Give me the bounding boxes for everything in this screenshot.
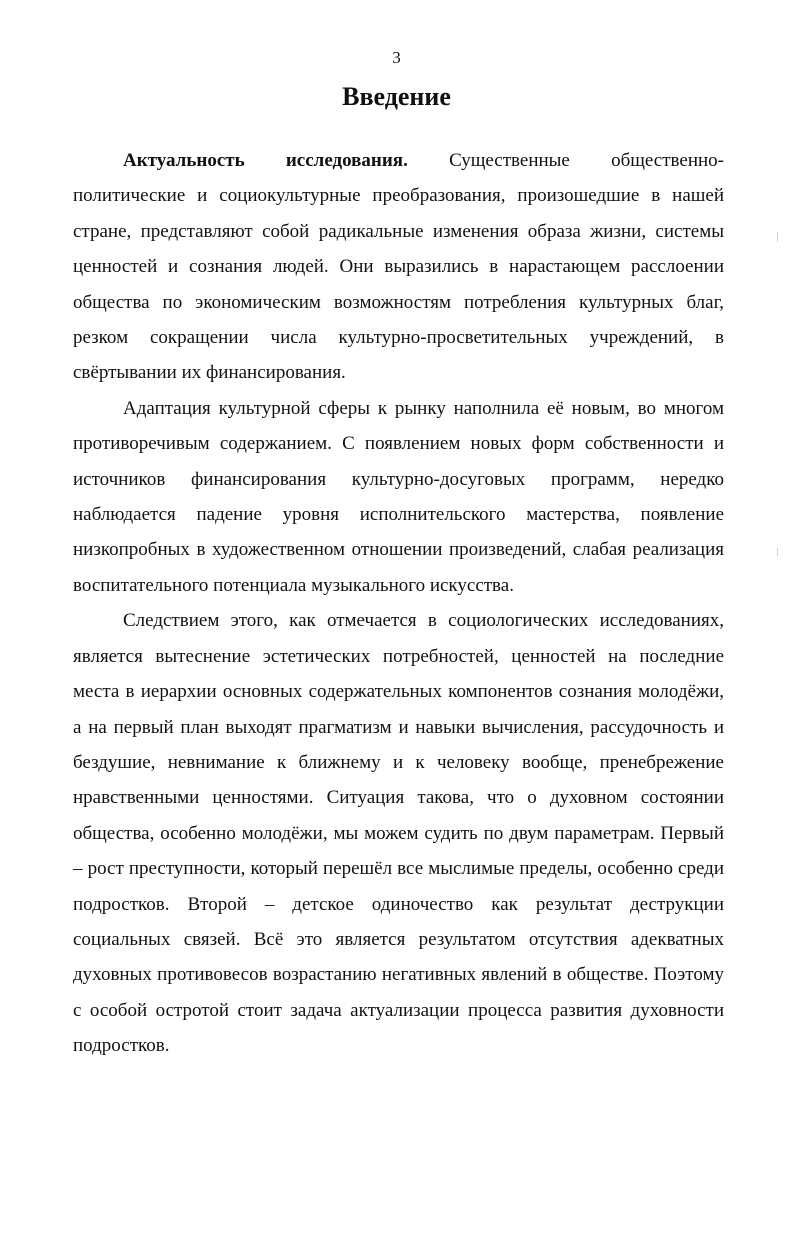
paragraph-lead: Актуальность исследования.	[123, 150, 408, 171]
paragraph-adaptation: Адаптация культурной сферы к рынку наполнила её новым, во многом противоречивым содержанием. С появлением новых форм собственности и источников финансирования культурно-досуговых программ, нередко наблюдается падение уровня исполнительского мастерства, появление низкопробных в художественном отношении произведений, слабая реализация воспитательного потенциала музыкального искусства.	[73, 397, 724, 596]
paragraph-text: Существенные общественно-политические и социокультурные преобразования, произошедшие в нашей стране, представляют собой радикальные изменения образа жизни, системы ценностей и сознания людей. Они выразились в нарастающем расслоении общества по экономическим возможностям потребления культурных благ, резком сокращении числа культурно-просветительных учреждений, в свёртывании их финансирования.	[73, 150, 724, 384]
scan-margin-mark	[777, 232, 778, 242]
body-text	[73, 143, 724, 1064]
page-number: 3	[392, 48, 401, 67]
paragraph-relevance	[73, 143, 724, 391]
page-title: Введение	[342, 82, 451, 111]
scan-margin-mark	[777, 548, 778, 556]
paragraph-consequence: Следствием этого, как отмечается в социологических исследованиях, является вытеснение эстетических потребностей, ценностей на последние места в иерархии основных содержательных компонентов сознания молодёжи, а на первый план выходят прагматизм и навыки вычисления, рассудочность и бездушие, невнимание к ближнему и к человеку вообще, пренебрежение нравственными ценностями. Ситуация такова, что о духовном состоянии общества, особенно молодёжи, мы можем судить по двум параметрам. Первый – рост преступности, который перешёл все мыслимые пределы, особенно среди подростков. Второй – детское одиночество как результат деструкции социальных связей. Всё это является результатом отсутствия адекватных духовных противовесов возрастанию негативных явлений в обществе. Поэтому с особой остротой стоит задача актуализации процесса развития духовности подростков.	[73, 610, 724, 1057]
